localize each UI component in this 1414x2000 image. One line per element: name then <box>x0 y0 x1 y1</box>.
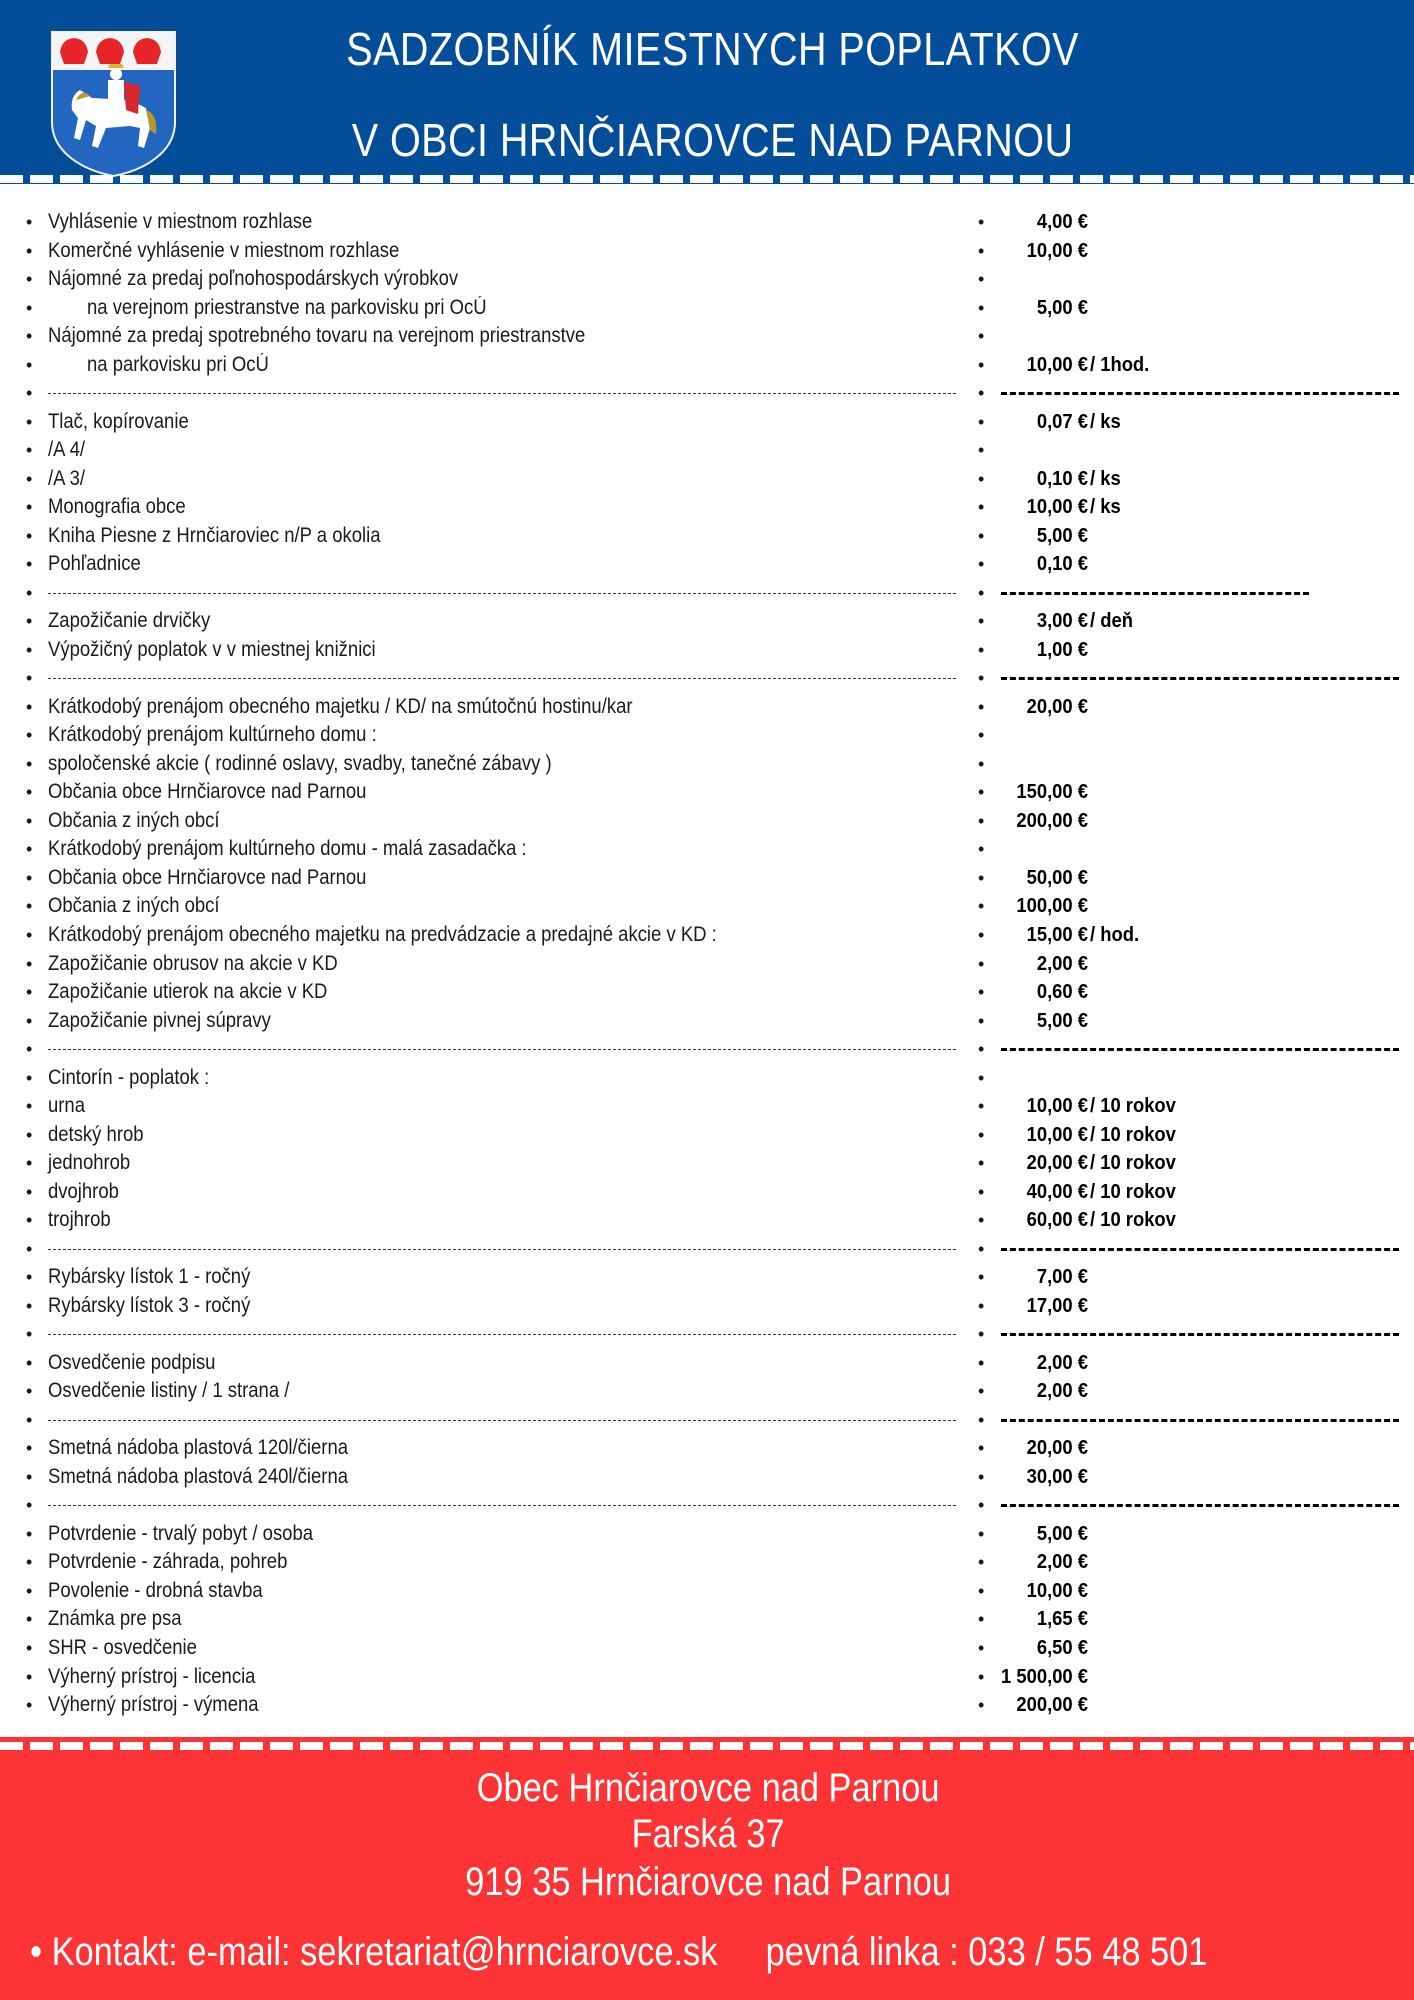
section-separator <box>0 1320 1414 1348</box>
fee-amount: 30,00 € <box>1026 1465 1088 1488</box>
bullet-icon: • <box>26 925 33 945</box>
fee-amount: 10,00 € <box>1026 239 1088 262</box>
fee-row <box>0 408 1414 436</box>
fee-label: /A 4/ <box>48 438 85 462</box>
fee-amount: 200,00 € <box>1016 809 1088 832</box>
fee-row <box>0 1178 1414 1206</box>
fee-label: Výherný prístroj - výmena <box>48 1693 259 1717</box>
bullet-icon: • <box>978 411 985 432</box>
bullet-icon: • <box>26 497 33 518</box>
fee-label: Monografia obce <box>48 495 186 519</box>
fee-row <box>0 1377 1414 1405</box>
fee-label: Tlač, kopírovanie <box>48 409 189 433</box>
fee-amount: 20,00 € <box>1026 695 1088 718</box>
fee-row <box>0 1007 1414 1035</box>
fee-row <box>0 1463 1414 1491</box>
separator-line-left <box>48 1420 956 1421</box>
fee-amount: 10,00 € <box>1026 496 1088 519</box>
fee-label: detský hrob <box>48 1122 144 1146</box>
bullet-icon: • <box>26 269 33 290</box>
bullet-icon: • <box>978 1352 985 1373</box>
bullet-icon: • <box>26 1409 33 1430</box>
fee-row <box>0 721 1414 749</box>
bullet-icon: • <box>978 354 985 375</box>
fee-label: Zapožičanie pivnej súpravy <box>48 1008 271 1032</box>
fee-row <box>0 1092 1414 1120</box>
bullet-icon: • <box>26 896 33 917</box>
bullet-icon: • <box>978 1153 985 1174</box>
bullet-icon: • <box>26 1695 33 1716</box>
fee-row <box>0 550 1414 578</box>
fee-label: Potvrdenie - záhrada, pohreb <box>48 1550 288 1574</box>
fee-amount: 5,00 € <box>1036 296 1088 319</box>
fee-label: Výherný prístroj - licencia <box>48 1664 256 1688</box>
fee-row <box>0 265 1414 293</box>
bullet-icon: • <box>26 468 33 489</box>
section-separator <box>0 579 1414 607</box>
bullet-icon: • <box>26 639 33 660</box>
bullet-icon: • <box>978 725 985 746</box>
bullet-icon: • <box>978 782 985 803</box>
fee-label: Krátkodobý prenájom obecného majetku na predvádzacie a predajné akcie v KD : <box>48 923 717 946</box>
bullet-icon: • <box>978 1409 985 1430</box>
header-dashed-border <box>0 175 1414 183</box>
fee-row <box>0 465 1414 493</box>
bullet-icon: • <box>978 1238 985 1259</box>
bullet-icon: • <box>26 1609 33 1630</box>
bullet-icon: • <box>26 440 33 461</box>
fee-row <box>0 864 1414 892</box>
fee-unit: / deň <box>1090 610 1133 633</box>
fee-unit: / hod. <box>1090 924 1140 946</box>
fee-row <box>0 607 1414 635</box>
fee-row <box>0 1263 1414 1291</box>
separator-line-right <box>1001 1504 1399 1507</box>
separator-line-right <box>1001 677 1399 680</box>
fee-row <box>0 921 1414 949</box>
section-separator <box>0 1035 1414 1063</box>
fee-amount: 20,00 € <box>1026 1152 1088 1175</box>
fee-row <box>0 1349 1414 1377</box>
bullet-icon: • <box>978 810 985 831</box>
bullet-icon: • <box>26 354 33 375</box>
fee-amount: 2,00 € <box>1036 1551 1088 1574</box>
fee-unit: / ks <box>1090 496 1121 519</box>
bullet-icon: • <box>978 1010 985 1031</box>
page-title-line-1: SADZOBNÍK MIESTNYCH POPLATKOV <box>346 23 1079 75</box>
bullet-icon: • <box>26 725 33 746</box>
bullet-icon: • <box>978 668 985 689</box>
separator-line-left <box>48 1505 956 1506</box>
bullet-icon: • <box>26 525 33 546</box>
separator-line-left <box>48 393 956 394</box>
fee-label: Krátkodobý prenájom kultúrneho domu : <box>48 723 377 747</box>
fee-label: Kniha Piesne z Hrnčiaroviec n/P a okolia <box>48 523 381 547</box>
fee-row <box>0 1292 1414 1320</box>
bullet-icon: • <box>26 1181 33 1202</box>
bullet-icon: • <box>978 639 985 660</box>
fee-label: Rybársky lístok 3 - ročný <box>48 1293 251 1317</box>
fee-amount: 1 500,00 € <box>1001 1665 1088 1688</box>
bullet-icon: • <box>26 753 33 774</box>
fee-amount: 6,50 € <box>1036 1637 1088 1659</box>
footer-contact <box>30 1930 1207 1975</box>
fee-row <box>0 1520 1414 1548</box>
fee-label: spoločenské akcie ( rodinné oslavy, svadby, tanečné zábavy ) <box>48 751 552 775</box>
bullet-icon: • <box>978 1096 985 1117</box>
separator-line-right <box>1001 1248 1399 1251</box>
fee-row <box>0 1663 1414 1691</box>
fee-row <box>0 1634 1414 1662</box>
bullet-icon: • <box>26 326 33 347</box>
section-separator <box>0 1235 1414 1263</box>
section-separator <box>0 379 1414 407</box>
bullet-icon: • <box>26 867 33 888</box>
fee-amount: 100,00 € <box>1016 895 1088 918</box>
fee-amount: 0,60 € <box>1036 981 1088 1004</box>
bullet-icon: • <box>978 383 985 404</box>
fee-label: Občania z iných obcí <box>48 808 220 832</box>
fee-label: SHR - osvedčenie <box>48 1636 197 1659</box>
fee-amount: 1,00 € <box>1036 638 1088 661</box>
bullet-icon: • <box>978 896 985 917</box>
fee-row <box>0 950 1414 978</box>
bullet-icon: • <box>978 326 985 347</box>
bullet-icon: • <box>978 839 985 860</box>
fee-row <box>0 351 1414 379</box>
fee-amount: 0,10 € <box>1036 553 1088 576</box>
fee-label: Nájomné za predaj poľnohospodárskych výrobkov <box>48 267 459 291</box>
fee-row <box>0 493 1414 521</box>
fee-amount: 10,00 € <box>1026 1579 1088 1602</box>
fee-label: na verejnom priestranstve na parkovisku pri OcÚ <box>87 295 487 319</box>
fee-amount: 3,00 € <box>1036 610 1088 633</box>
fee-label: Cintorín - poplatok : <box>48 1065 210 1089</box>
separator-line-right <box>1001 1048 1399 1051</box>
fee-unit: / 10 rokov <box>1090 1123 1176 1146</box>
separator-line-left <box>48 1334 956 1335</box>
fee-label: Krátkodobý prenájom obecného majetku / KD/ na smútočnú hostinu/kar <box>48 694 633 718</box>
fee-row <box>0 1577 1414 1605</box>
fee-amount: 1,65 € <box>1036 1608 1088 1631</box>
bullet-icon: • <box>26 782 33 803</box>
bullet-icon: • <box>978 925 985 945</box>
fee-label: trojhrob <box>48 1208 111 1232</box>
section-separator <box>0 1491 1414 1519</box>
separator-line-right <box>1001 1333 1399 1336</box>
fee-label: Nájomné za predaj spotrebného tovaru na verejnom priestranstve <box>48 324 586 348</box>
bullet-icon: • <box>978 1609 985 1630</box>
footer-postal-address: 919 35 Hrnčiarovce nad Parnou <box>465 1860 951 1904</box>
fee-label: Zapožičanie obrusov na akcie v KD <box>48 951 338 975</box>
fee-amount: 2,00 € <box>1036 1351 1088 1374</box>
bullet-icon: • <box>26 1010 33 1031</box>
bullet-icon: • <box>978 582 985 603</box>
bullet-icon: • <box>978 1523 985 1544</box>
separator-line-right <box>1001 392 1399 395</box>
bullet-icon: • <box>26 1381 33 1402</box>
bullet-icon: • <box>978 1124 985 1145</box>
bullet-icon: • <box>978 1267 985 1288</box>
bullet-icon: • <box>26 1438 33 1459</box>
contact-phone[interactable]: pevná linka : 033 / 55 48 501 <box>765 1930 1208 1974</box>
fee-row <box>0 1149 1414 1177</box>
bullet-icon: • <box>978 497 985 518</box>
bullet-icon: • <box>978 1181 985 1202</box>
fee-amount: 2,00 € <box>1036 952 1088 975</box>
fee-label: Zapožičanie drvičky <box>48 609 211 633</box>
bullet-icon: • <box>978 1324 985 1345</box>
bullet-icon: • <box>26 1096 33 1117</box>
fee-label: Zapožičanie utierok na akcie v KD <box>48 980 328 1004</box>
fee-label: dvojhrob <box>48 1179 119 1203</box>
bullet-icon: • <box>978 611 985 632</box>
bullet-icon: • <box>26 1124 33 1145</box>
bullet-icon: • <box>978 1067 985 1088</box>
fee-amount: 10,00 € <box>1026 353 1088 376</box>
footer-municipality-name: Obec Hrnčiarovce nad Parnou <box>476 1766 940 1810</box>
bullet-icon: • <box>978 269 985 290</box>
bullet-icon: • <box>978 525 985 546</box>
bullet-icon: • <box>26 1295 33 1316</box>
fee-label: Občania obce Hrnčiarovce nad Parnou <box>48 780 367 804</box>
section-separator <box>0 664 1414 692</box>
bullet-icon: • <box>26 1238 33 1259</box>
fee-label: urna <box>48 1094 85 1118</box>
bullet-icon: • <box>978 1466 985 1487</box>
bullet-icon: • <box>26 1352 33 1373</box>
fee-unit: / ks <box>1090 410 1121 433</box>
fee-amount: 10,00 € <box>1026 1123 1088 1146</box>
bullet-icon: • <box>26 953 33 974</box>
fee-label: Osvedčenie podpisu <box>48 1350 216 1374</box>
fee-unit: / 10 rokov <box>1090 1095 1176 1118</box>
bullet-icon: • <box>978 1552 985 1573</box>
fee-row <box>0 1691 1414 1719</box>
bullet-icon: • <box>26 1153 33 1174</box>
fee-amount: 10,00 € <box>1026 1095 1088 1118</box>
fee-label: Smetná nádoba plastová 240l/čierna <box>48 1464 348 1488</box>
fee-label: Pohľadnice <box>48 552 141 576</box>
fee-row <box>0 237 1414 265</box>
bullet-icon: • <box>978 1580 985 1601</box>
fee-row <box>0 807 1414 835</box>
bullet-icon: • <box>978 554 985 575</box>
bullet-icon: • <box>26 240 33 261</box>
section-separator <box>0 1406 1414 1434</box>
fee-row <box>0 1064 1414 1092</box>
fee-amount: 5,00 € <box>1036 524 1088 547</box>
bullet-icon: • <box>978 468 985 489</box>
separator-line-right <box>1001 592 1309 595</box>
fee-amount: 0,10 € <box>1036 467 1088 490</box>
fee-amount: 4,00 € <box>1036 211 1088 233</box>
bullet-icon: • <box>26 982 33 1003</box>
fee-amount: 60,00 € <box>1026 1209 1088 1232</box>
fee-amount: 200,00 € <box>1016 1694 1088 1717</box>
fee-row <box>0 1548 1414 1576</box>
bullet-icon: • <box>26 1039 33 1060</box>
bullet-icon: • <box>978 753 985 774</box>
bullet-icon: • <box>978 1295 985 1316</box>
fee-label: /A 3/ <box>48 466 85 490</box>
fee-label: na parkovisku pri OcÚ <box>87 352 269 376</box>
bullet-icon: • <box>26 1466 33 1487</box>
page-title-line-2: V OBCI HRNČIAROVCE NAD PARNOU <box>351 114 1074 166</box>
bullet-icon: • <box>978 1666 985 1687</box>
bullet-icon: • <box>978 212 985 232</box>
bullet-icon: • <box>26 212 33 232</box>
fee-label: jednohrob <box>48 1151 131 1175</box>
bullet-icon: • <box>978 982 985 1003</box>
fee-label: Potvrdenie - trvalý pobyt / osoba <box>48 1521 314 1545</box>
contact-email[interactable]: • Kontakt: e-mail: sekretariat@hrnciarovce.sk <box>30 1930 718 1974</box>
separator-line-left <box>48 593 956 594</box>
fee-label: Osvedčenie listiny / 1 strana / <box>48 1379 290 1403</box>
fee-unit: / 10 rokov <box>1090 1209 1176 1232</box>
bullet-icon: • <box>978 1638 985 1658</box>
bullet-icon: • <box>26 582 33 603</box>
fee-row <box>0 750 1414 778</box>
fee-row <box>0 636 1414 664</box>
bullet-icon: • <box>26 1067 33 1088</box>
fee-label: Vyhlásenie v miestnom rozhlase <box>48 210 313 233</box>
bullet-icon: • <box>26 810 33 831</box>
fee-label: Povolenie - drobná stavba <box>48 1578 263 1602</box>
fee-amount: 2,00 € <box>1036 1380 1088 1403</box>
fee-row <box>0 693 1414 721</box>
fee-amount: 150,00 € <box>1016 781 1088 804</box>
fee-amount: 5,00 € <box>1036 1009 1088 1032</box>
fee-label: Rybársky lístok 1 - ročný <box>48 1265 251 1289</box>
bullet-icon: • <box>26 383 33 404</box>
fee-row <box>0 1434 1414 1462</box>
bullet-icon: • <box>978 867 985 888</box>
fee-unit: / 1hod. <box>1090 353 1150 376</box>
fee-row <box>0 208 1414 236</box>
bullet-icon: • <box>26 1523 33 1544</box>
footer-dashed-border <box>0 1742 1414 1750</box>
bullet-icon: • <box>978 297 985 318</box>
bullet-icon: • <box>26 1580 33 1601</box>
fee-row <box>0 1206 1414 1234</box>
fee-amount: 20,00 € <box>1026 1437 1088 1460</box>
separator-line-left <box>48 678 956 679</box>
fee-label: Občania obce Hrnčiarovce nad Parnou <box>48 865 367 889</box>
fee-row <box>0 294 1414 322</box>
bullet-icon: • <box>26 554 33 575</box>
bullet-icon: • <box>26 1324 33 1345</box>
bullet-icon: • <box>978 1210 985 1231</box>
fee-row <box>0 322 1414 350</box>
bullet-icon: • <box>978 240 985 261</box>
fee-amount: 40,00 € <box>1026 1180 1088 1203</box>
bullet-icon: • <box>26 411 33 432</box>
bullet-icon: • <box>26 1495 33 1516</box>
fee-label: Komerčné vyhlásenie v miestnom rozhlase <box>48 238 400 262</box>
separator-line-left <box>48 1249 956 1250</box>
bullet-icon: • <box>978 1495 985 1516</box>
bullet-icon: • <box>26 1552 33 1573</box>
fee-unit: / ks <box>1090 467 1121 490</box>
bullet-icon: • <box>26 668 33 689</box>
separator-line-left <box>48 1049 956 1050</box>
bullet-icon: • <box>978 1438 985 1459</box>
bullet-icon: • <box>978 953 985 974</box>
fee-amount: 0,07 € <box>1036 410 1088 433</box>
fee-label: Známka pre psa <box>48 1607 182 1631</box>
bullet-icon: • <box>26 696 33 717</box>
fee-unit: / 10 rokov <box>1090 1180 1176 1203</box>
bullet-icon: • <box>26 611 33 632</box>
bullet-icon: • <box>26 1210 33 1231</box>
fee-label: Smetná nádoba plastová 120l/čierna <box>48 1436 348 1460</box>
fee-unit: / 10 rokov <box>1090 1152 1176 1175</box>
fee-row <box>0 835 1414 863</box>
fee-amount: 15,00 € <box>1026 924 1088 946</box>
bullet-icon: • <box>26 297 33 318</box>
fee-amount: 50,00 € <box>1026 866 1088 889</box>
fee-row <box>0 1121 1414 1149</box>
fee-amount: 7,00 € <box>1036 1266 1088 1289</box>
fee-amount: 5,00 € <box>1036 1522 1088 1545</box>
bullet-icon: • <box>978 1695 985 1716</box>
bullet-icon: • <box>978 1381 985 1402</box>
fee-label: Výpožičný poplatok v v miestnej knižnici <box>48 637 376 661</box>
separator-line-right <box>1001 1419 1399 1422</box>
fee-row <box>0 978 1414 1006</box>
fee-amount: 17,00 € <box>1026 1294 1088 1317</box>
fee-row <box>0 1605 1414 1633</box>
fee-row <box>0 522 1414 550</box>
bullet-icon: • <box>978 440 985 461</box>
fee-label: Občania z iných obcí <box>48 894 220 918</box>
bullet-icon: • <box>978 1039 985 1060</box>
fee-row <box>0 778 1414 806</box>
footer-street-address: Farská 37 <box>631 1812 785 1856</box>
fee-row <box>0 892 1414 920</box>
bullet-icon: • <box>26 1638 33 1658</box>
fee-row <box>0 436 1414 464</box>
bullet-icon: • <box>26 839 33 860</box>
bullet-icon: • <box>26 1267 33 1288</box>
fee-label: Krátkodobý prenájom kultúrneho domu - malá zasadačka : <box>48 837 527 861</box>
bullet-icon: • <box>26 1666 33 1687</box>
bullet-icon: • <box>978 696 985 717</box>
